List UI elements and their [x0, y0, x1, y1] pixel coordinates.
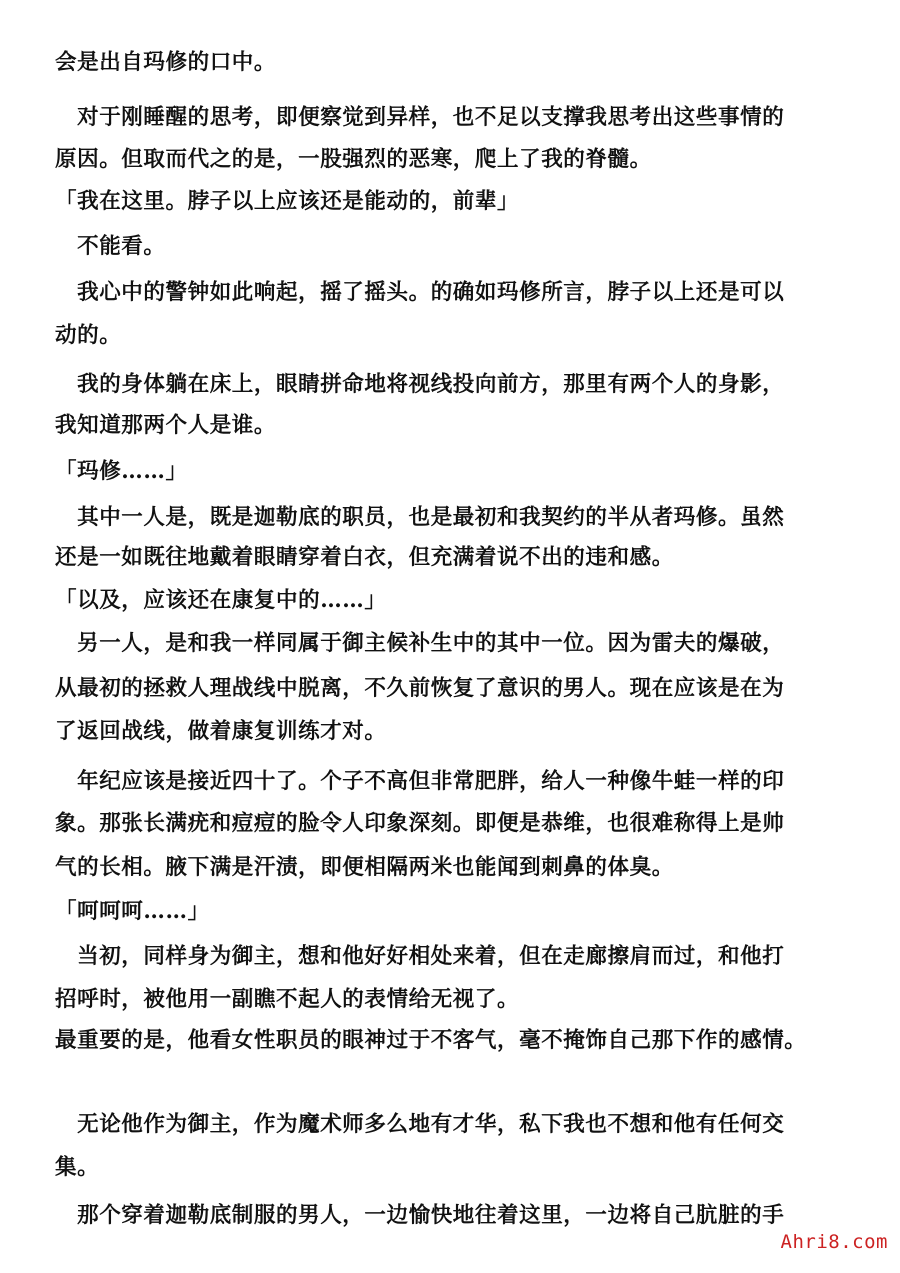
text-line: 原因。但取而代之的是，一股强烈的恶寒，爬上了我的脊髓。	[55, 147, 652, 172]
text-line: 我的身体躺在床上，眼睛拼命地将视线投向前方，那里有两个人的身影，	[55, 372, 785, 397]
text-line: 另一人，是和我一样同属于御主候补生中的其中一位。因为雷夫的爆破，	[55, 631, 785, 656]
text-line: 最重要的是，他看女性职员的眼神过于不客气，毫不掩饰自己那下作的感情。	[55, 1028, 807, 1053]
text-line: 「玛修……」	[55, 459, 188, 484]
text-line: 「呵呵呵……」	[55, 899, 210, 924]
text-line: 了返回战线，做着康复训练才对。	[55, 719, 387, 744]
text-line: 招呼时，被他用一副瞧不起人的表情给无视了。	[55, 987, 520, 1012]
text-line: 那个穿着迦勒底制服的男人，一边愉快地往着这里，一边将自己肮脏的手	[55, 1203, 785, 1228]
text-line: 「以及，应该还在康复中的……」	[55, 588, 387, 613]
text-line: 「我在这里。脖子以上应该还是能动的，前辈」	[55, 189, 520, 214]
text-line: 我知道那两个人是谁。	[55, 413, 277, 438]
text-line: 年纪应该是接近四十了。个子不高但非常肥胖，给人一种像牛蛙一样的印	[55, 769, 785, 794]
text-line: 其中一人是，既是迦勒底的职员，也是最初和我契约的半从者玛修。虽然	[55, 505, 785, 530]
text-line: 我心中的警钟如此响起，摇了摇头。的确如玛修所言，脖子以上还是可以	[55, 280, 785, 305]
text-line: 不能看。	[55, 234, 166, 259]
text-line: 从最初的拯救人理战线中脱离，不久前恢复了意识的男人。现在应该是在为	[55, 676, 785, 701]
text-line: 集。	[55, 1155, 100, 1180]
text-line: 气的长相。腋下满是汗渍，即便相隔两米也能闻到刺鼻的体臭。	[55, 855, 674, 880]
text-line: 对于刚睡醒的思考，即便察觉到异样，也不足以支撑我思考出这些事情的	[55, 105, 785, 130]
text-line: 当初，同样身为御主，想和他好好相处来着，但在走廊擦肩而过，和他打	[55, 944, 785, 969]
text-line: 象。那张长满疣和痘痘的脸令人印象深刻。即便是恭维，也很难称得上是帅	[55, 811, 785, 836]
watermark: Ahri8.com	[780, 1231, 888, 1253]
text-line: 无论他作为御主，作为魔术师多么地有才华，私下我也不想和他有任何交	[55, 1112, 785, 1137]
text-line: 还是一如既往地戴着眼睛穿着白衣，但充满着说不出的违和感。	[55, 545, 674, 570]
text-line: 动的。	[55, 323, 122, 348]
text-line: 会是出自玛修的口中。	[55, 50, 277, 75]
